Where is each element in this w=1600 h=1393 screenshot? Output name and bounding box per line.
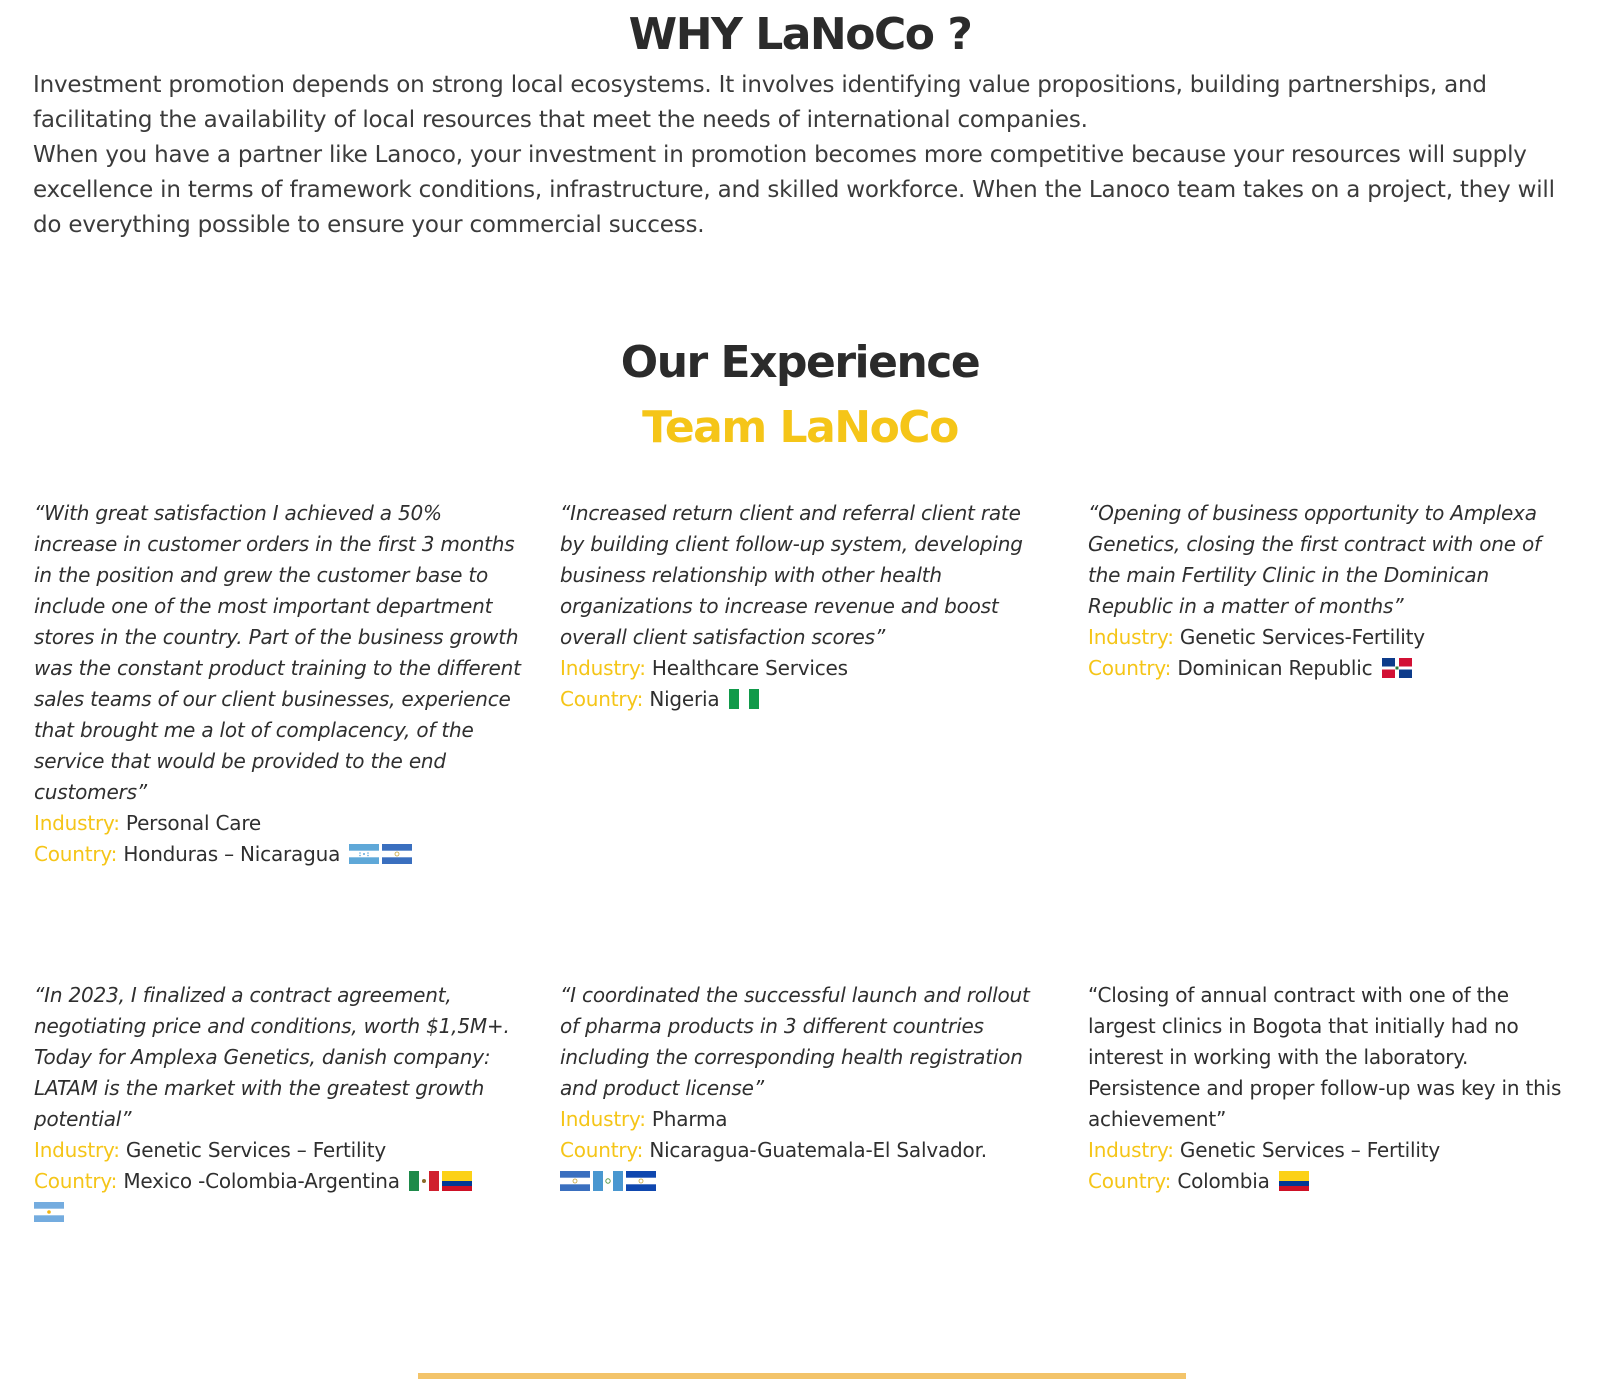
- industry-value: Genetic Services – Fertility: [125, 1138, 387, 1162]
- country-value: Colombia: [1177, 1169, 1270, 1193]
- why-paragraph-1: Investment promotion depends on strong local ecosystems. It involves identifying value propositions, building partnerships, and facilitating the availability of local resources that meet the needs of international companies.: [33, 72, 1487, 133]
- why-description: [33, 68, 1573, 243]
- industry-value: Genetic Services-Fertility: [1179, 625, 1425, 649]
- testimonial-quote: “In 2023, I finalized a contract agreement, negotiating price and conditions, worth $1,5M+. Today for Amplexa Genetics, danish company: LATAM is the market with the greatest growth potential”: [34, 983, 510, 1131]
- testimonial-card: [1088, 980, 1578, 1197]
- industry-label: Industry:: [34, 1138, 120, 1162]
- experience-subtitle: Team LaNoCo: [642, 402, 958, 453]
- testimonial-industry: [34, 1135, 524, 1166]
- nicaragua-flag-icon: [560, 1171, 590, 1191]
- testimonial-industry: [560, 653, 1050, 684]
- section-divider: [418, 1373, 1186, 1379]
- country-value: Honduras – Nicaragua: [123, 842, 341, 866]
- dominican-republic-flag-icon: [1382, 658, 1412, 678]
- honduras-flag-icon: [349, 844, 379, 864]
- testimonial-card: [560, 498, 1050, 715]
- guatemala-flag-icon: [593, 1171, 623, 1191]
- testimonial-quote: “I coordinated the successful launch and rollout of pharma products in 3 different countries including the corresponding health registration and product license”: [560, 983, 1030, 1100]
- nigeria-flag-icon: [729, 689, 759, 709]
- testimonial-card: [34, 980, 524, 1228]
- testimonial-industry: [560, 1104, 1050, 1135]
- country-label: Country:: [560, 687, 644, 711]
- testimonial-country: [560, 1135, 1050, 1197]
- testimonial-quote: “Increased return client and referral client rate by building client follow-up system, developing business relationship with other health organizations to increase revenue and boost overall client satisfaction scores”: [560, 501, 1023, 649]
- testimonial-country: [1088, 653, 1578, 684]
- testimonial-country: [560, 684, 1050, 715]
- testimonial-quote: “Opening of business opportunity to Amplexa Genetics, closing the first contract with one of the main Fertility Clinic in the Dominican Republic in a matter of months”: [1088, 501, 1541, 618]
- why-title: WHY LaNoCo ?: [628, 9, 972, 60]
- industry-label: Industry:: [1088, 1138, 1174, 1162]
- colombia-flag-icon: [1279, 1171, 1309, 1191]
- testimonial-country: [34, 839, 524, 870]
- el-salvador-flag-icon: [626, 1171, 656, 1191]
- industry-label: Industry:: [1088, 625, 1174, 649]
- testimonial-card: [1088, 498, 1578, 684]
- industry-label: Industry:: [34, 811, 120, 835]
- industry-value: Healthcare Services: [651, 656, 848, 680]
- industry-label: Industry:: [560, 656, 646, 680]
- industry-value: Pharma: [651, 1107, 728, 1131]
- testimonial-industry: [34, 808, 524, 839]
- country-label: Country:: [34, 842, 118, 866]
- testimonial-industry: [1088, 622, 1578, 653]
- argentina-flag-icon: [34, 1202, 64, 1222]
- country-label: Country:: [560, 1138, 644, 1162]
- testimonial-card: [560, 980, 1050, 1197]
- industry-value: Personal Care: [125, 811, 262, 835]
- testimonial-country: [34, 1166, 524, 1228]
- industry-label: Industry:: [560, 1107, 646, 1131]
- country-value: Nigeria: [649, 687, 720, 711]
- country-label: Country:: [1088, 656, 1172, 680]
- testimonial-industry: [1088, 1135, 1578, 1166]
- testimonial-quote: “With great satisfaction I achieved a 50% increase in customer orders in the first 3 months in the position and grew the customer base to include one of the most important department stores in the country. Part of the business growth was the constant product training to the different sales teams of our client businesses, experience that brought me a lot of complacency, of the service that would be provided to the end customers”: [34, 501, 521, 804]
- country-value: Nicaragua-Guatemala-El Salvador.: [649, 1138, 987, 1162]
- testimonial-quote: “Closing of annual contract with one of the largest clinics in Bogota that initially had no interest in working with the laboratory. Persistence and proper follow-up was key in this achievement”: [1088, 983, 1562, 1131]
- testimonial-country: [1088, 1166, 1578, 1197]
- nicaragua-flag-icon: [382, 844, 412, 864]
- experience-title: Our Experience: [620, 337, 980, 388]
- industry-value: Genetic Services – Fertility: [1179, 1138, 1441, 1162]
- mexico-flag-icon: [409, 1171, 439, 1191]
- testimonial-card: [34, 498, 524, 870]
- colombia-flag-icon: [442, 1171, 472, 1191]
- country-label: Country:: [1088, 1169, 1172, 1193]
- country-label: Country:: [34, 1169, 118, 1193]
- why-paragraph-2: When you have a partner like Lanoco, your investment in promotion becomes more competitive because your resources will supply excellence in terms of framework conditions, infrastructure, and skilled workforce. When the Lanoco team takes on a project, they will do everything possible to ensure your commercial success.: [33, 142, 1555, 238]
- country-value: Dominican Republic: [1177, 656, 1373, 680]
- country-value: Mexico -Colombia-Argentina: [123, 1169, 400, 1193]
